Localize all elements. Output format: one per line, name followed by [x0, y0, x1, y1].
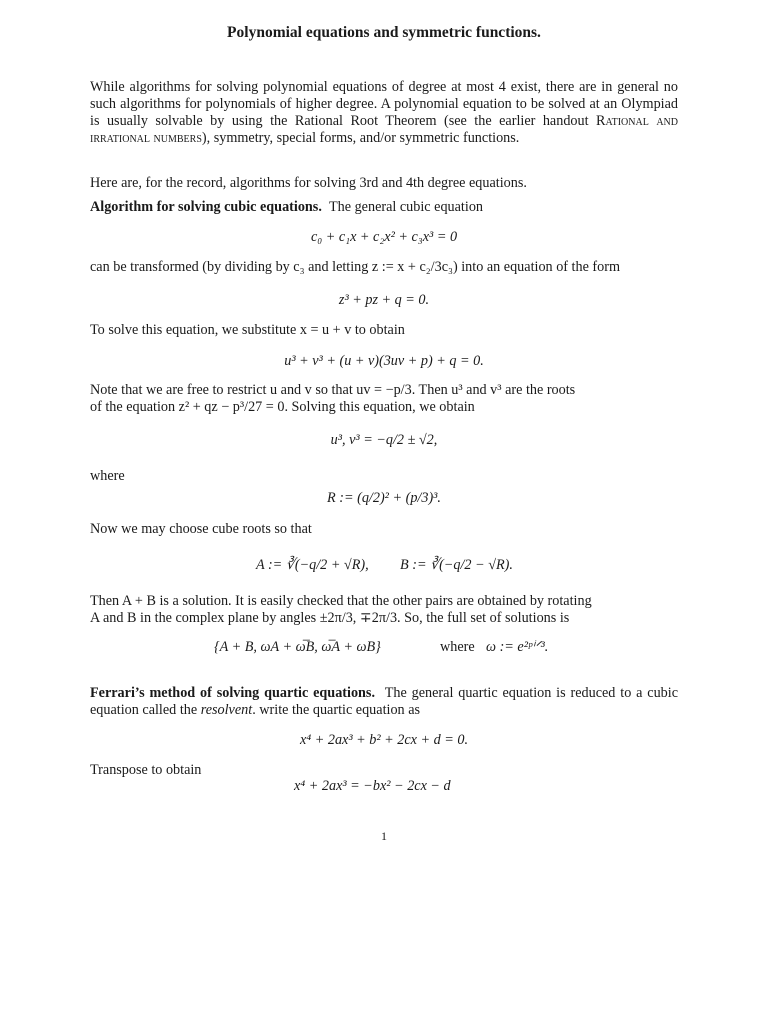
where-label: where	[90, 468, 125, 484]
cubic-transform-text: can be transformed (by dividing by c₃ and letting z := x + c₂/3c₃) into an equation of the form	[90, 259, 621, 275]
solution-set-equation: {A + B, ωA + ω̅B, ω̅A + ωB}	[214, 639, 381, 655]
quartic-lead-b: . write the quartic equation as	[252, 702, 421, 718]
substitution-text: To solve this equation, we substitute x = u + v to obtain	[90, 322, 405, 338]
r-definition-equation: R := (q/2)² + (p/3)³.	[327, 490, 441, 506]
intro-text-b: ), symmetry, special forms, and/or symmetric functions.	[201, 130, 520, 146]
cubic-lead: The general cubic equation	[328, 199, 484, 215]
restriction-text-1: Note that we are free to restrict u and v so that uv = −p/3. Then u³ and v³ are the roots	[90, 382, 576, 398]
omega-where-label: where	[440, 639, 475, 655]
intro-paragraph	[90, 79, 678, 147]
handout-reference: Rational and irrational numbers	[90, 113, 678, 146]
page-title: Polynomial equations and symmetric functions.	[227, 24, 541, 41]
omega-definition: ω := e²ᵖⁱᐟ³.	[486, 639, 549, 655]
transpose-text: Transpose to obtain	[90, 762, 202, 778]
transposed-quartic-equation: x⁴ + 2ax³ = −bx² − 2cx − d	[294, 778, 451, 794]
intro-record-line: Here are, for the record, algorithms for solving 3rd and 4th degree equations.	[90, 175, 527, 191]
next-page-fragment	[90, 1014, 678, 1024]
quartic-equation: x⁴ + 2ax³ + b² + 2cx + d = 0.	[299, 732, 469, 748]
solution-text-2: A and B in the complex plane by angles ±2π/3, ∓2π/3. So, the full set of solutions is	[90, 610, 570, 626]
roots-u-v-equation: u³, v³ = −q/2 ± √2,	[330, 432, 438, 448]
quartic-lead-a: The general quartic equation is reduced to a cubic equation called the	[90, 685, 679, 718]
substituted-equation: u³ + v³ + (u + v)(3uv + p) + q = 0.	[284, 353, 484, 369]
cubic-heading: Algorithm for solving cubic equations.	[90, 199, 322, 215]
a-definition-equation: A := ∛(−q/2 + √R),	[256, 557, 369, 573]
solution-text-1: Then A + B is a solution. It is easily checked that the other pairs are obtained by rotating	[90, 593, 592, 609]
b-definition-equation: B := ∛(−q/2 − √R).	[400, 557, 513, 573]
cubic-general-equation: c₀ + c₁x + c₂x² + c₃x³ = 0	[310, 229, 458, 245]
restriction-text-2: of the equation z² + qz − p³/27 = 0. Solving this equation, we obtain	[90, 399, 475, 415]
resolvent-term: resolvent	[200, 702, 253, 718]
depressed-cubic-equation: z³ + pz + q = 0.	[338, 292, 430, 308]
cubic-section-line	[90, 199, 678, 216]
intro-text-a: While algorithms for solving polynomial equations of degree at most 4 exist, there are in general no such algorithms for polynomials of higher degree. A polynomial equation to be solved at an Olympiad is usually solvable by using the Rational Root Theorem (see the earlier handout	[90, 79, 678, 129]
quartic-paragraph	[90, 685, 678, 719]
cube-roots-text: Now we may choose cube roots so that	[90, 521, 312, 537]
page-number: 1	[381, 829, 387, 843]
quartic-heading: Ferrari’s method of solving quartic equations.	[90, 685, 376, 701]
